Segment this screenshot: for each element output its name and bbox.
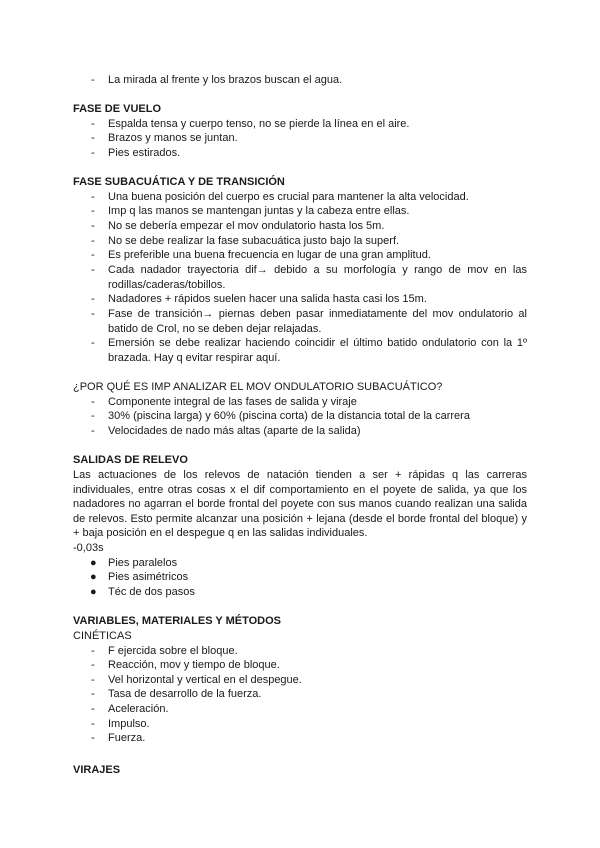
list-item: No se debe realizar la fase subacuática justo bajo la superf. <box>108 235 400 247</box>
paragraph: Las actuaciones de los relevos de natación tienden a ser + rápidas q las carreras individuales, entre otras cosas x el dif comportamiento en el poyete de salida, ya que los nadadores no agarran el borde frontal del poyete con sus manos cuando realizan una salida de relevos. Esto permite alcanzar una posición + lejana (desde el borde frontal del bloque) y + baja posición en el despegue q en las salidas individuales. <box>73 469 527 540</box>
list-item: Brazos y manos se juntan. <box>108 132 238 144</box>
list-item: Reacción, mov y tiempo de bloque. <box>108 659 280 671</box>
dash-marker: - <box>91 205 95 217</box>
dash-marker: - <box>91 220 95 232</box>
bullet-item: Téc de dos pasos <box>108 586 195 598</box>
list-item: Tasa de desarrollo de la fuerza. <box>108 688 262 700</box>
dash-marker: - <box>91 132 95 144</box>
dash-marker: - <box>91 249 95 261</box>
section-heading-fase-vuelo: FASE DE VUELO <box>73 103 162 115</box>
dash-marker: - <box>91 293 95 305</box>
dash-marker: - <box>91 659 95 671</box>
list-item: F ejercida sobre el bloque. <box>108 645 238 657</box>
dash-marker: - <box>91 118 95 130</box>
list-item: Cada nadador trayectoria dif→ debido a su morfología y rango de mov en las rodillas/caderas/tobillos. <box>108 264 527 291</box>
dash-marker: - <box>91 147 95 159</box>
dash-marker: - <box>91 264 95 276</box>
dash-marker: - <box>91 732 95 744</box>
list-item: 30% (piscina larga) y 60% (piscina corta) de la distancia total de la carrera <box>108 410 470 422</box>
section-heading-fase-subacuatica: FASE SUBACUÁTICA Y DE TRANSICIÓN <box>73 176 285 188</box>
list-item: Impulso. <box>108 718 150 730</box>
dash-marker: - <box>91 337 95 349</box>
dash-marker: - <box>91 703 95 715</box>
bullet-item: Pies paralelos <box>108 557 178 569</box>
subsection-heading-cineticas: CINÉTICAS <box>73 630 132 642</box>
dash-marker: - <box>91 674 95 686</box>
bullet-marker: ● <box>90 571 97 583</box>
list-item: Emersión se debe realizar haciendo coincidir el último batido ondulatorio con la 1º brazada. Hay q evitar respirar aquí. <box>108 337 527 364</box>
dash-marker: - <box>91 191 95 203</box>
dash-marker: - <box>91 235 95 247</box>
list-item: Velocidades de nado más altas (aparte de la salida) <box>108 425 361 437</box>
dash-marker: - <box>91 425 95 437</box>
time-value: -0,03s <box>73 542 104 554</box>
list-item: Fuerza. <box>108 732 146 744</box>
list-item: Nadadores + rápidos suelen hacer una salida hasta casi los 15m. <box>108 293 427 305</box>
section-heading-variables: VARIABLES, MATERIALES Y MÉTODOS <box>73 615 282 627</box>
list-item: Es preferible una buena frecuencia en lugar de una gran amplitud. <box>108 249 431 261</box>
bullet-marker: ● <box>90 586 97 598</box>
dash-marker: - <box>91 410 95 422</box>
list-item: Imp q las manos se mantengan juntas y la cabeza entre ellas. <box>108 205 410 217</box>
dash-marker: - <box>91 74 95 86</box>
dash-marker: - <box>91 396 95 408</box>
section-heading-por-que: ¿POR QUÉ ES IMP ANALIZAR EL MOV ONDULATORIO SUBACUÁTICO? <box>73 381 443 393</box>
list-item: Componente integral de las fases de salida y viraje <box>108 396 357 408</box>
dash-marker: - <box>91 308 95 320</box>
section-heading-virajes: VIRAJES <box>73 764 121 776</box>
list-item: No se debería empezar el mov ondulatorio hasta los 5m. <box>108 220 385 232</box>
list-item: La mirada al frente y los brazos buscan el agua. <box>108 74 343 86</box>
dash-marker: - <box>91 718 95 730</box>
dash-marker: - <box>91 688 95 700</box>
dash-marker: - <box>91 645 95 657</box>
list-item: Vel horizontal y vertical en el despegue. <box>108 674 302 686</box>
bullet-marker: ● <box>90 557 97 569</box>
list-item: Pies estirados. <box>108 147 181 159</box>
list-item: Aceleración. <box>108 703 169 715</box>
list-item: Espalda tensa y cuerpo tenso, no se pierde la línea en el aire. <box>108 118 410 130</box>
list-item: Fase de transición→ piernas deben pasar inmediatamente del mov ondulatorio al batido de Crol, no se deben dejar relajadas. <box>108 308 527 335</box>
list-item: Una buena posición del cuerpo es crucial para mantener la alta velocidad. <box>108 191 469 203</box>
bullet-item: Pies asimétricos <box>108 571 189 583</box>
section-heading-salidas-relevo: SALIDAS DE RELEVO <box>73 454 188 466</box>
